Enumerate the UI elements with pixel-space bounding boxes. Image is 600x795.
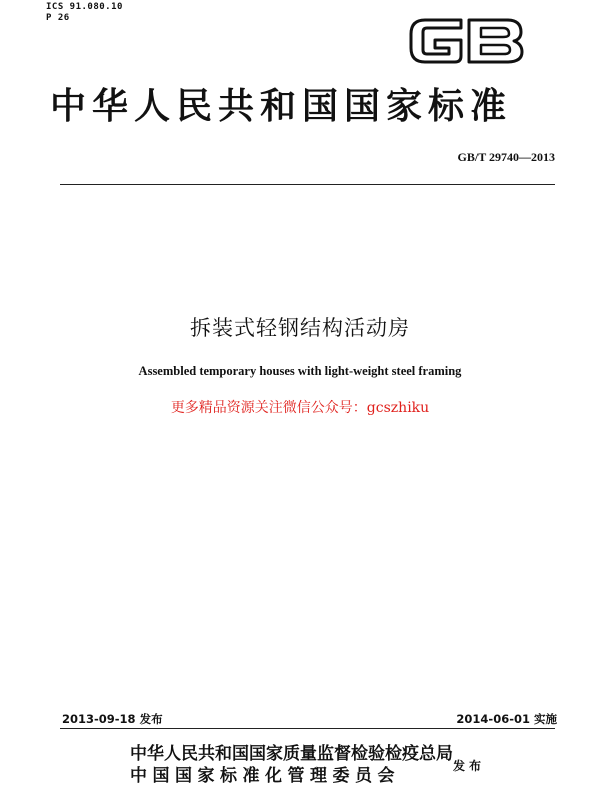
standard-code: GB/T 29740—2013: [457, 150, 555, 164]
document-title-chinese: 拆装式轻钢结构活动房: [190, 316, 410, 340]
standard-title: 中华人民共和国国家标准: [50, 86, 513, 127]
implementation-date: 2014-06-01 实施: [456, 712, 557, 726]
watermark-text: 更多精品资源关注微信公众号：gcszhiku: [170, 400, 430, 416]
issue-date: 2013-09-18 发布: [62, 712, 163, 726]
document-title-english: Assembled temporary houses with light-weight steel framing: [138, 364, 462, 378]
ics-code: ICS 91.080.10: [46, 2, 123, 12]
ccs-code: P 26: [46, 13, 70, 23]
publish-label: 发布: [453, 759, 486, 773]
issuer-line-2: 中国国家标准化管理委员会: [130, 766, 400, 786]
gb-logo-icon: [403, 10, 528, 72]
header-divider: [60, 184, 555, 185]
footer-divider: [60, 728, 555, 729]
classification-codes: [46, 2, 123, 24]
issuer-block: [130, 743, 453, 787]
issuer-line-1: 中华人民共和国国家质量监督检验检疫总局: [130, 744, 453, 764]
